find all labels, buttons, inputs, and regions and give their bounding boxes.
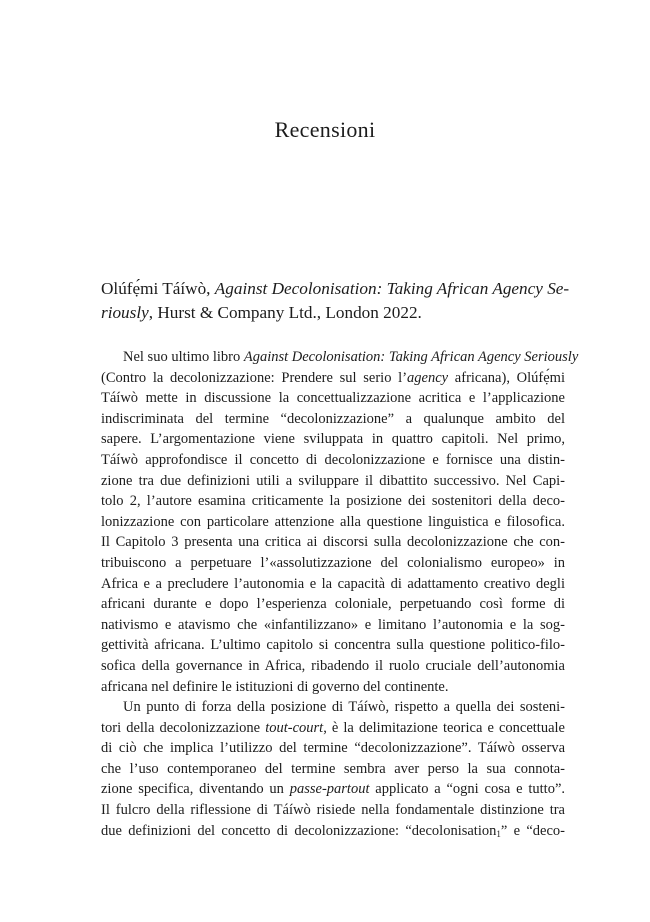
text-segment: tori della decolonizzazione	[101, 719, 266, 736]
text-segment: indiscriminata del termine “decolonizzazione” a qualunque ambito del	[101, 410, 565, 427]
text-segment: sapere. L’argomentazione viene sviluppata in quattro capitoli. Nel primo,	[101, 431, 565, 448]
text-segment: Olúfẹ́mi Táíwò,	[101, 279, 215, 298]
text-segment: applicato a “ogni cosa e tutto”.	[369, 781, 565, 798]
text-line	[101, 532, 565, 553]
text-line	[101, 738, 565, 759]
text-segment: Táíwò mette in discussione la concettualizzazione acritica e l’applicazione	[101, 390, 565, 407]
text-segment: sofica della governance in Africa, ribadendo il ruolo cruciale dell’autonomia	[101, 657, 565, 674]
text-line	[101, 759, 565, 780]
italic-text: tout-court	[265, 719, 324, 736]
text-segment: , è la delimitazione teorica e concettuale	[323, 719, 565, 736]
text-segment: tribuiscono a perpetuare l’«assolutizzazione del colonialismo europeo» in	[101, 554, 565, 571]
text-segment: africana nel definire le istituzioni di governo del continente.	[101, 678, 449, 695]
text-line	[101, 656, 565, 677]
text-segment: Il fulcro della riflessione di Táíwò risiede nella fondamentale distinzione tra	[101, 802, 565, 819]
text-segment: Il Capitolo 3 presenta una critica ai discorsi sulla decolonizzazione che con-	[101, 534, 565, 551]
text-segment: africani durante e dopo l’esperienza coloniale, perpetuando così forme di	[101, 596, 565, 613]
text-segment: due definizioni del concetto di decolonizzazione: “decolonisation	[101, 822, 497, 839]
text-line	[101, 553, 565, 574]
text-line	[101, 615, 565, 636]
text-segment: Táíwò approfondisce il concetto di decolonizzazione e fornisce una distin-	[101, 451, 565, 468]
subscript: 1	[496, 828, 501, 839]
text-line	[101, 347, 579, 368]
text-segment: tolo 2, l’autore esamina criticamente la posizione dei sostenitori della deco-	[101, 493, 565, 510]
biblio-line	[101, 301, 565, 325]
biblio-line	[101, 277, 570, 301]
text-line	[101, 779, 565, 800]
text-segment: , Hurst & Company Ltd., London 2022.	[148, 303, 422, 322]
italic-text: agency	[407, 369, 449, 386]
italic-text: Against Decolonisation: Taking African Agency Seriously	[243, 349, 579, 365]
text-segment: zione tra due definizioni utili a sviluppare il dibattito successivo. Nel Capi-	[101, 472, 565, 489]
text-segment: di ciò che implica l’utilizzo del termine “decolonizzazione”. Táíwò osserva	[101, 740, 565, 757]
text-line	[101, 388, 565, 409]
text-line	[101, 471, 565, 492]
text-line	[101, 821, 565, 845]
text-line	[101, 491, 565, 512]
text-line	[101, 594, 565, 615]
text-segment: Nel suo ultimo libro	[123, 349, 244, 365]
text-line	[101, 800, 565, 821]
text-line	[101, 635, 565, 656]
text-line	[101, 450, 565, 471]
review-body	[101, 347, 579, 844]
text-line	[101, 697, 565, 718]
italic-text: riously	[101, 303, 149, 322]
bibliographic-reference	[101, 277, 570, 325]
text-line	[101, 409, 565, 430]
italic-text: Against Decolonisation: Taking African Agency Se-	[214, 279, 570, 298]
section-title: Recensioni	[274, 117, 376, 142]
text-line	[101, 718, 565, 739]
text-segment: nativismo e atavismo che «infantilizzano» e limitano l’autonomia e la sog-	[101, 616, 565, 633]
text-line	[101, 574, 565, 595]
text-segment: lonizzazione con particolare attenzione alla questione linguistica e filosofica.	[101, 513, 565, 530]
text-line	[101, 429, 565, 450]
text-segment: Africa e a precludere l’autonomia e la capacità di adattamento creativo degli	[101, 575, 565, 592]
text-line	[101, 512, 565, 533]
text-line	[101, 368, 565, 389]
text-segment: gettività africana. L’ultimo capitolo si concentra sulla questione politico-filo-	[101, 637, 565, 654]
text-segment: Un punto di forza della posizione di Táíwò, rispetto a quella dei sosteni-	[123, 699, 565, 716]
text-segment: ” e “deco-	[500, 822, 565, 839]
text-segment: africana), Olúfẹ́mi	[448, 369, 565, 386]
italic-text: passe-partout	[289, 781, 370, 798]
text-segment: zione specifica, diventando un	[101, 781, 290, 798]
text-segment: (Contro la decolonizzazione: Prendere sul serio l’	[101, 369, 408, 386]
text-segment: che l’uso contemporaneo del termine sembra aver perso la sua connota-	[101, 760, 565, 777]
text-line	[101, 677, 565, 698]
